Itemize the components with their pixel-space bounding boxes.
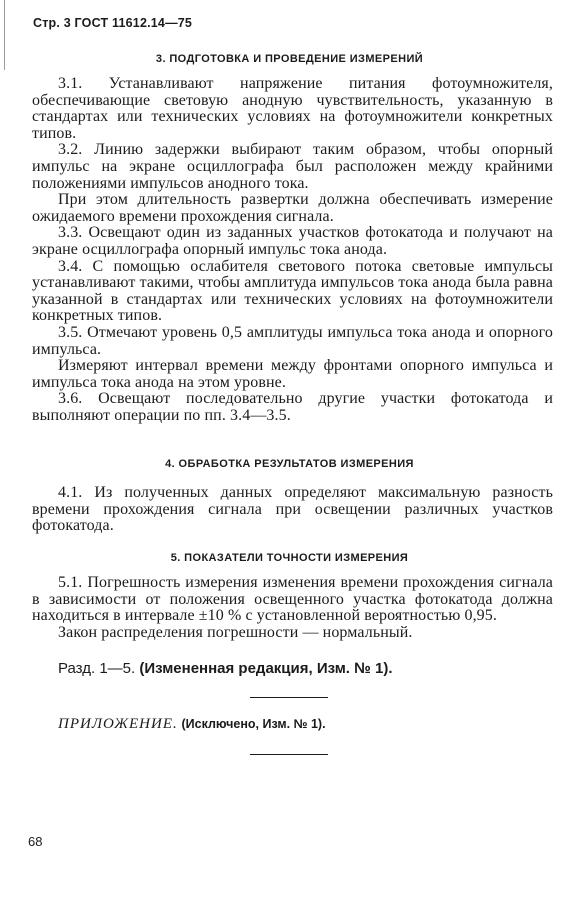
- revision-note-text: (Измененная редакция, Изм. № 1).: [139, 660, 393, 677]
- separator-rule-bottom: [250, 754, 328, 755]
- section-5-heading: 5. ПОКАЗАТЕЛИ ТОЧНОСТИ ИЗМЕРЕНИЯ: [170, 552, 409, 564]
- section-4-heading: 4. ОБРАБОТКА РЕЗУЛЬТАТОВ ИЗМЕРЕНИЯ: [165, 458, 414, 470]
- appendix-text: (Исключено, Изм. № 1).: [181, 717, 326, 731]
- appendix-note: [58, 716, 326, 733]
- section-3-body: [32, 76, 553, 424]
- paragraph-5-1: 5.1. Погрешность измерения изменения времени прохождения сигнала в зависимости от положения освещенного участка фотокатода должна находиться в интервале ±10 % с установленной вероятностью 0,95.: [32, 574, 553, 625]
- section-4-body: [32, 485, 553, 535]
- section-5-body: [32, 575, 553, 641]
- section-3-heading: 3. ПОДГОТОВКА И ПРОВЕДЕНИЕ ИЗМЕРЕНИЙ: [155, 53, 424, 65]
- paragraph-4-1: 4.1. Из полученных данных определяют максимальную разность времени прохождения сигнала при освещении различных участков фотокатода.: [32, 484, 553, 535]
- revision-note: [58, 660, 393, 677]
- running-header: Стр. 3 ГОСТ 11612.14—75: [33, 16, 193, 30]
- paragraph-3-5-note: Измеряют интервал времени между фронтами опорного импульса и импульса тока анода на этом уровне.: [32, 357, 553, 391]
- paragraph-3-2-note: При этом длительность развертки должна обеспечивать измерение ожидаемого времени прохождения сигнала.: [32, 191, 553, 225]
- paragraph-3-4: 3.4. С помощью ослабителя светового потока световые импульсы устанавливают такими, чтобы амплитуда импульсов тока анода была равна указанной в стандартах или технических условиях на фотоумножители конкретных типов.: [32, 257, 553, 325]
- revision-note-prefix: Разд. 1—5.: [58, 660, 136, 677]
- paragraph-5-law: Закон распределения погрешности — нормальный.: [58, 623, 413, 641]
- paragraph-3-6: 3.6. Освещают последовательно другие участки фотокатода и выполняют операции по пп. 3.4—3.5.: [32, 390, 553, 424]
- page-number: 68: [28, 834, 43, 849]
- paragraph-3-1: 3.1. Устанавливают напряжение питания фотоумножителя, обеспечивающие световую анодную чувствительность, указанную в стандартах или технических условиях на фотоумножители конкретных типов.: [32, 75, 553, 142]
- appendix-label: ПРИЛОЖЕНИЕ.: [58, 716, 178, 732]
- paragraph-3-5: 3.5. Отмечают уровень 0,5 амплитуды импульса тока анода и опорного импульса.: [32, 323, 553, 358]
- paragraph-3-3: 3.3. Освещают один из заданных участков фотокатода и получают на экране осциллографа опорный импульс тока анода.: [32, 224, 553, 258]
- separator-rule-top: [250, 697, 328, 698]
- paragraph-3-2: 3.2. Линию задержки выбирают таким образом, чтобы опорный импульс на экране осциллографа был расположен между крайними положениями импульсов анодного тока.: [32, 141, 553, 192]
